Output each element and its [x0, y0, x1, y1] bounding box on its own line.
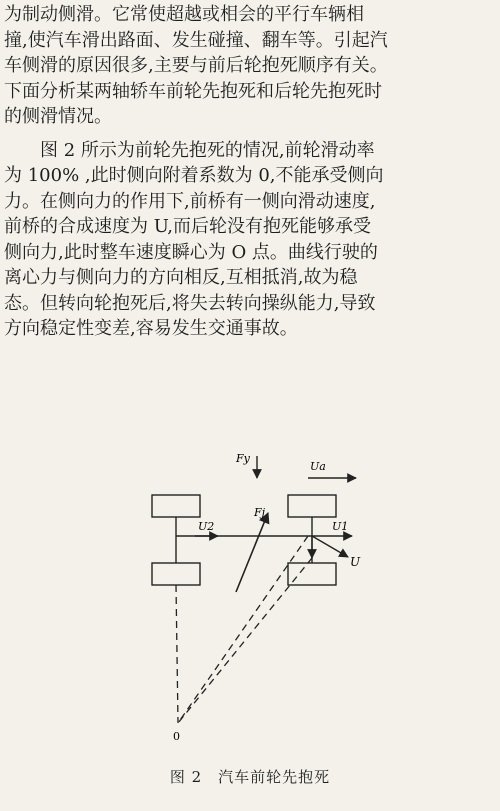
figure-diagram [0, 440, 500, 765]
text-line: 图 2 所示为前轮先抱死的情况,前轮滑动率 [40, 139, 375, 161]
label-u: U [350, 555, 361, 569]
rear-left-wheel [152, 495, 200, 517]
text-line: 下面分析某两轴轿车前轮先抱死和后轮先抱死时 [4, 80, 382, 102]
front-left-wheel [288, 495, 336, 517]
text-line: 态。但转向轮抱死后,将失去转向操纵能力,导致 [4, 292, 376, 314]
front-dashed-line-lower [178, 558, 312, 723]
text-line: 撞,使汽车滑出路面、发生碰撞、翻车等。引起汽 [4, 29, 388, 51]
text-line: 车侧滑的原因很多,主要与前后轮抱死顺序有关。 [4, 55, 388, 76]
text-line: 为 100% ,此时侧向附着系数为 0,不能承受侧向 [4, 165, 384, 186]
text-line: 前桥的合成速度为 U,而后轮没有抱死能够承受 [4, 216, 371, 237]
body-text [0, 2, 500, 342]
text-line: 方向稳定性变差,容易发生交通事故。 [4, 318, 298, 339]
text-line: 离心力与侧向力的方向相反,互相抵消,故为稳 [4, 267, 358, 288]
label-ua: Ua [310, 460, 326, 473]
label-u2: U2 [198, 520, 215, 533]
label-u1: U1 [332, 520, 349, 533]
label-origin: 0 [173, 730, 180, 743]
label-fy: Fy [236, 452, 250, 465]
front-right-wheel [288, 563, 336, 585]
text-line: 侧向力,此时整车速度瞬心为 O 点。曲线行驶的 [4, 241, 378, 263]
label-fj: Fj [254, 506, 266, 519]
resultant-u-arrow [312, 536, 348, 557]
figure-caption: 图 2 汽车前轮先抱死 [169, 768, 331, 786]
text-line: 为制动侧滑。它常使超越或相会的平行车辆相 [4, 4, 364, 25]
text-line: 力。在侧向力的作用下,前桥有一侧向滑动速度, [4, 190, 376, 212]
text-line: 的侧滑情况。 [4, 106, 112, 127]
fj-arrow [236, 513, 268, 592]
rear-right-wheel [152, 563, 200, 585]
rear-dashed-line [176, 585, 178, 723]
